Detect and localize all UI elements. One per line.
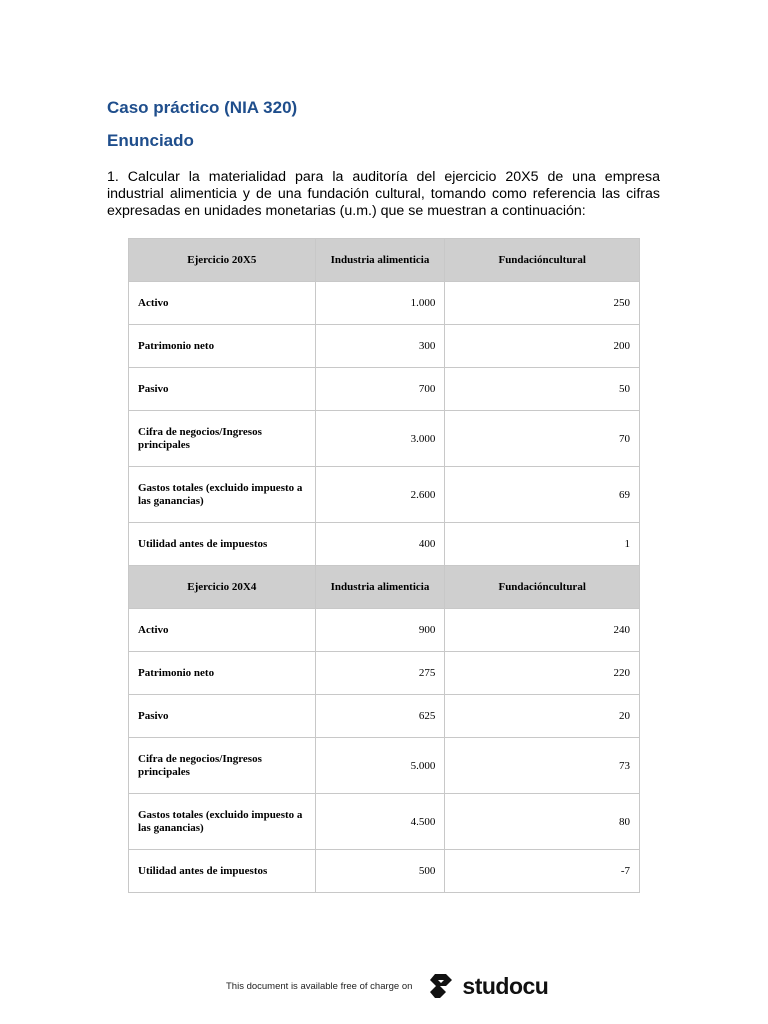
cell-value: 275 [315, 652, 445, 695]
cell-value: 73 [445, 738, 640, 794]
intro-paragraph: 1. Calcular la materialidad para la auditoría del ejercicio 20X5 de una empresa industrial alimenticia y de una fundación cultural, tomando como referencia las cifras expresadas en unidades monetarias (u.m.) que se muestran a continuación: [107, 169, 660, 219]
table-header-row [129, 239, 640, 282]
footer-text: This document is available free of charge on [226, 980, 413, 992]
cell-value: 700 [315, 368, 445, 411]
table-row [129, 411, 640, 467]
cell-value: -7 [445, 850, 640, 893]
page-title: Caso práctico (NIA 320) [107, 98, 298, 117]
row-label: Utilidad antes de impuestos [129, 850, 316, 893]
table-row [129, 652, 640, 695]
column-header: Industria alimenticia [315, 566, 445, 609]
cell-value: 240 [445, 609, 640, 652]
row-label: Pasivo [129, 695, 316, 738]
column-header: Fundacióncultural [445, 239, 640, 282]
table-header-row [129, 566, 640, 609]
cell-value: 20 [445, 695, 640, 738]
row-label: Gastos totales (excluido impuesto a las ganancias) [129, 467, 316, 523]
row-label: Activo [129, 282, 316, 325]
row-label: Utilidad antes de impuestos [129, 523, 316, 566]
column-header: Industria alimenticia [315, 239, 445, 282]
row-label: Patrimonio neto [129, 652, 316, 695]
column-header: Ejercicio 20X4 [129, 566, 316, 609]
row-label: Patrimonio neto [129, 325, 316, 368]
cell-value: 200 [445, 325, 640, 368]
table-row [129, 368, 640, 411]
cell-value: 220 [445, 652, 640, 695]
row-label: Gastos totales (excluido impuesto a las ganancias) [129, 794, 316, 850]
cell-value: 1.000 [315, 282, 445, 325]
cell-value: 50 [445, 368, 640, 411]
table-row [129, 738, 640, 794]
cell-value: 69 [445, 467, 640, 523]
column-header: Fundacióncultural [445, 566, 640, 609]
cell-value: 1 [445, 523, 640, 566]
table-row [129, 325, 640, 368]
section-heading: Enunciado [107, 131, 194, 150]
column-header: Ejercicio 20X5 [129, 239, 316, 282]
table-row [129, 467, 640, 523]
row-label: Activo [129, 609, 316, 652]
cell-value: 250 [445, 282, 640, 325]
row-label: Pasivo [129, 368, 316, 411]
cell-value: 400 [315, 523, 445, 566]
cell-value: 625 [315, 695, 445, 738]
table-row [129, 523, 640, 566]
table-row [129, 850, 640, 893]
studocu-logo-icon[interactable] [428, 970, 458, 1002]
table-row [129, 695, 640, 738]
cell-value: 300 [315, 325, 445, 368]
cell-value: 80 [445, 794, 640, 850]
row-label: Cifra de negocios/Ingresos principales [129, 738, 316, 794]
studocu-logo-text[interactable]: studocu [462, 972, 549, 999]
cell-value: 900 [315, 609, 445, 652]
cell-value: 500 [315, 850, 445, 893]
table-row [129, 609, 640, 652]
row-label: Cifra de negocios/Ingresos principales [129, 411, 316, 467]
cell-value: 5.000 [315, 738, 445, 794]
table-row [129, 282, 640, 325]
cell-value: 4.500 [315, 794, 445, 850]
financial-table [128, 238, 640, 893]
table-row [129, 794, 640, 850]
cell-value: 3.000 [315, 411, 445, 467]
cell-value: 70 [445, 411, 640, 467]
cell-value: 2.600 [315, 467, 445, 523]
studocu-footer [226, 969, 548, 1003]
